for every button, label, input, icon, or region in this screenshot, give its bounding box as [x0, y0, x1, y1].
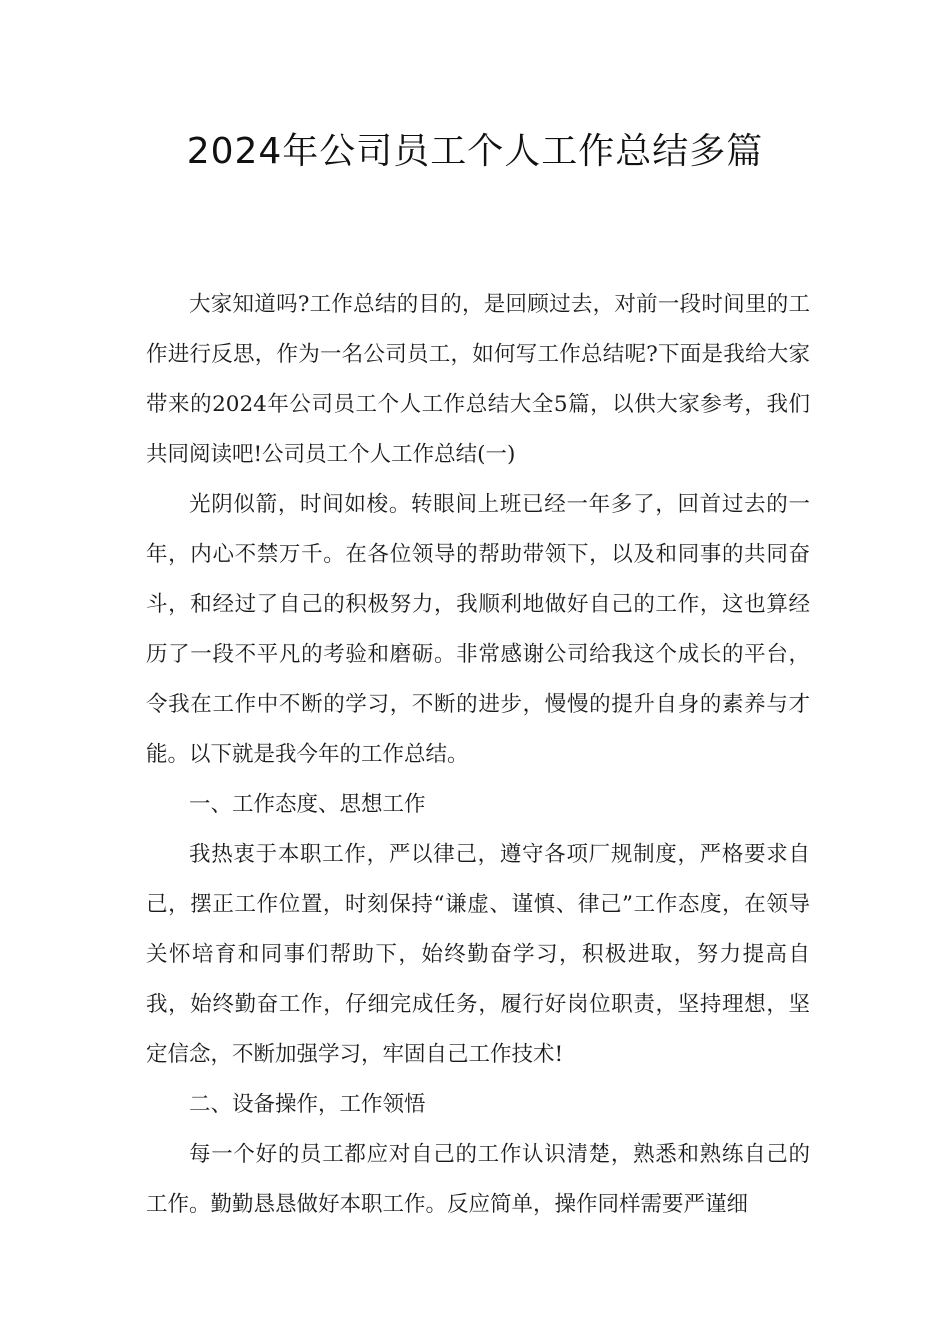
paragraph-operation: 每一个好的员工都应对自己的工作认识清楚，熟悉和熟练自己的工作。勤勤恳恳做好本职工作。反应简单，操作同样需要严谨细 [146, 1142, 810, 1217]
document-body [146, 280, 810, 1230]
paragraph-attitude: 我热衷于本职工作，严以律己，遵守各项厂规制度，严格要求自己，摆正工作位置，时刻保持“谦虚、谨慎、律己”工作态度，在领导关怀培育和同事们帮助下，始终勤奋学习，积极进取，努力提高自我，始终勤奋工作，仔细完成任务，履行好岗位职责，坚持理想，坚定信念，不断加强学习，牢固自己工作技术! [146, 842, 810, 1067]
section-heading-attitude: 一、工作态度、思想工作 [189, 792, 426, 817]
paragraph-opening: 光阴似箭，时间如梭。转眼间上班已经一年多了，回首过去的一年，内心不禁万千。在各位领导的帮助带领下，以及和同事的共同奋斗，和经过了自己的积极努力，我顺利地做好自己的工作，这也算经历了一段不平凡的考验和磨砺。非常感谢公司给我这个成长的平台，令我在工作中不断的学习，不断的进步，慢慢的提升自身的素养与才能。以下就是我今年的工作总结。 [146, 492, 810, 767]
paragraph-intro: 大家知道吗?工作总结的目的，是回顾过去，对前一段时间里的工作进行反思，作为一名公司员工，如何写工作总结呢?下面是我给大家带来的2024年公司员工个人工作总结大全5篇，以供大家参考，我们共同阅读吧!公司员工个人工作总结(一) [146, 292, 810, 467]
section-heading-operation: 二、设备操作，工作领悟 [189, 1092, 426, 1117]
document-title: 2024年公司员工个人工作总结多篇 [186, 131, 764, 172]
